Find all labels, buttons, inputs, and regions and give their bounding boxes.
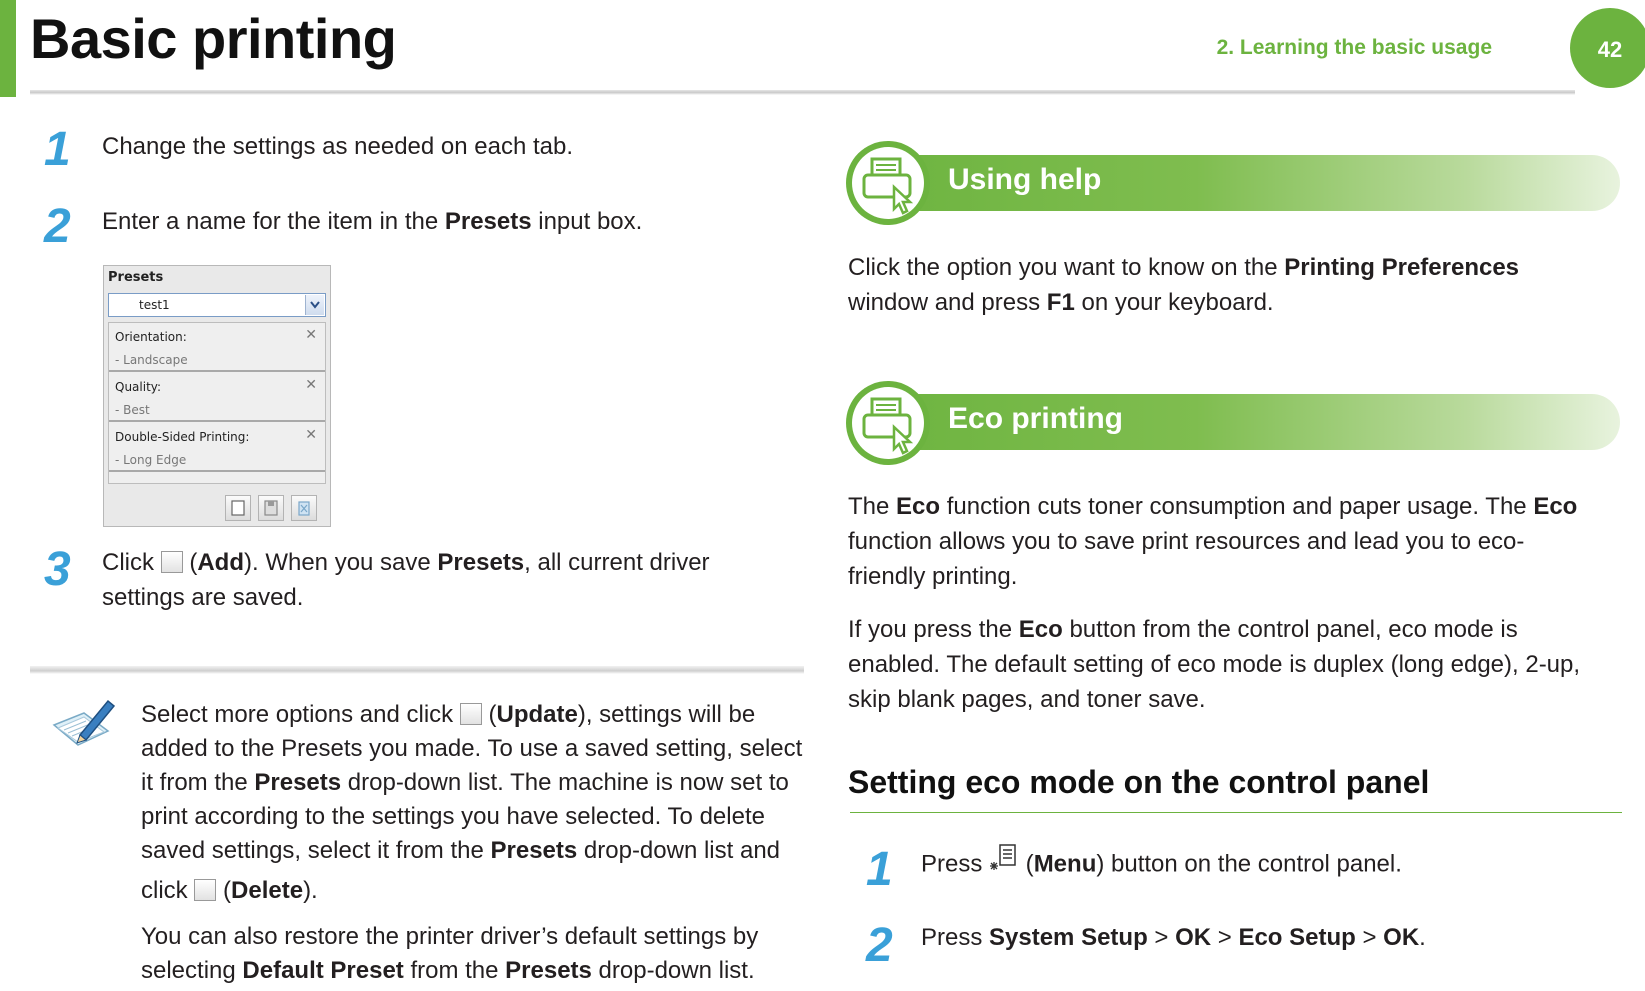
note-text: Select more options and click (Update), settings will be added to the Presets you made. To use a saved setting, select it from the Presets drop-down list. The machine is now set to print according to the settings you have selected. To delete saved settings, select it from the Presets drop-down list and click (Delete). You can also restore the printer driver’s default settings by selecting Default Preset from the Presets drop-down list. xyxy=(141,701,803,984)
setting-value: - Best xyxy=(115,403,150,417)
setting-value: - Long Edge xyxy=(115,453,187,467)
step-3-text-line2: settings are saved. xyxy=(102,584,304,611)
chapter-title: 2. Learning the basic usage xyxy=(1216,36,1492,59)
right-step-1-text: Press (Menu) button on the control panel. xyxy=(921,845,1402,885)
list-item xyxy=(109,323,325,372)
list-item xyxy=(109,423,325,472)
right-step-1-number: 1 xyxy=(866,843,893,896)
note-pencil-icon xyxy=(50,695,116,762)
delete-icon xyxy=(292,496,316,520)
presets-panel xyxy=(103,265,331,527)
menu-icon xyxy=(989,842,1019,882)
printer-help-icon xyxy=(846,141,930,225)
header-rule xyxy=(30,90,1575,95)
eco-paragraph-1: The Eco function cuts toner consumption and paper usage. The Eco function allows you to save print resources and lead you to eco- friendly printing. xyxy=(848,493,1578,590)
add-icon xyxy=(226,496,250,520)
save-icon xyxy=(259,496,283,520)
remove-icon[interactable]: ✕ xyxy=(305,427,317,443)
page-number-badge: 42 xyxy=(1570,8,1645,88)
delete-preset-button[interactable] xyxy=(291,495,317,521)
delete-icon xyxy=(194,879,216,901)
eco-paragraph-2: If you press the Eco button from the control panel, eco mode is enabled. The default setting of eco mode is duplex (long edge), 2-up, skip blank pages, and toner save. xyxy=(848,616,1581,713)
update-icon xyxy=(460,703,482,725)
page-title: Basic printing xyxy=(30,7,397,70)
section-heading-using-help: Using help xyxy=(948,163,1102,196)
setting-name: Orientation: xyxy=(115,330,187,344)
step-2-number: 2 xyxy=(44,200,71,253)
help-text: Click the option you want to know on the Printing Preferences window and press F1 on your keyboard. xyxy=(848,254,1520,316)
remove-icon[interactable]: ✕ xyxy=(305,327,317,343)
subheading-eco-control-panel: Setting eco mode on the control panel xyxy=(848,764,1430,800)
setting-value: - Landscape xyxy=(115,353,188,367)
right-step-2-number: 2 xyxy=(866,919,893,972)
remove-icon[interactable]: ✕ xyxy=(305,377,317,393)
presets-dropdown-value: test1 xyxy=(139,298,170,312)
setting-name: Double-Sided Printing: xyxy=(115,430,250,444)
right-step-2-text: Press System Setup > OK > Eco Setup > OK. xyxy=(921,924,1426,951)
list-item xyxy=(109,373,325,422)
header-accent-bar xyxy=(0,0,16,97)
subheading-rule xyxy=(850,812,1622,813)
presets-settings-list xyxy=(108,322,326,484)
step-3-text: Click (Add). When you save Presets, all current driver xyxy=(102,549,710,576)
note-divider xyxy=(30,666,804,674)
update-preset-button[interactable] xyxy=(258,495,284,521)
presets-panel-title: Presets xyxy=(108,270,164,285)
step-1-text: Change the settings as needed on each tab. xyxy=(102,133,574,160)
step-1-number: 1 xyxy=(44,123,71,176)
step-2-text: Enter a name for the item in the Presets input box. xyxy=(102,208,643,235)
printer-eco-icon xyxy=(846,381,930,465)
step-3-number: 3 xyxy=(44,543,71,596)
chevron-down-icon[interactable] xyxy=(305,295,324,315)
section-heading-eco-printing: Eco printing xyxy=(948,402,1123,435)
setting-name: Quality: xyxy=(115,380,162,394)
add-preset-button[interactable] xyxy=(225,495,251,521)
add-icon xyxy=(161,551,183,573)
presets-dropdown[interactable] xyxy=(108,293,326,317)
